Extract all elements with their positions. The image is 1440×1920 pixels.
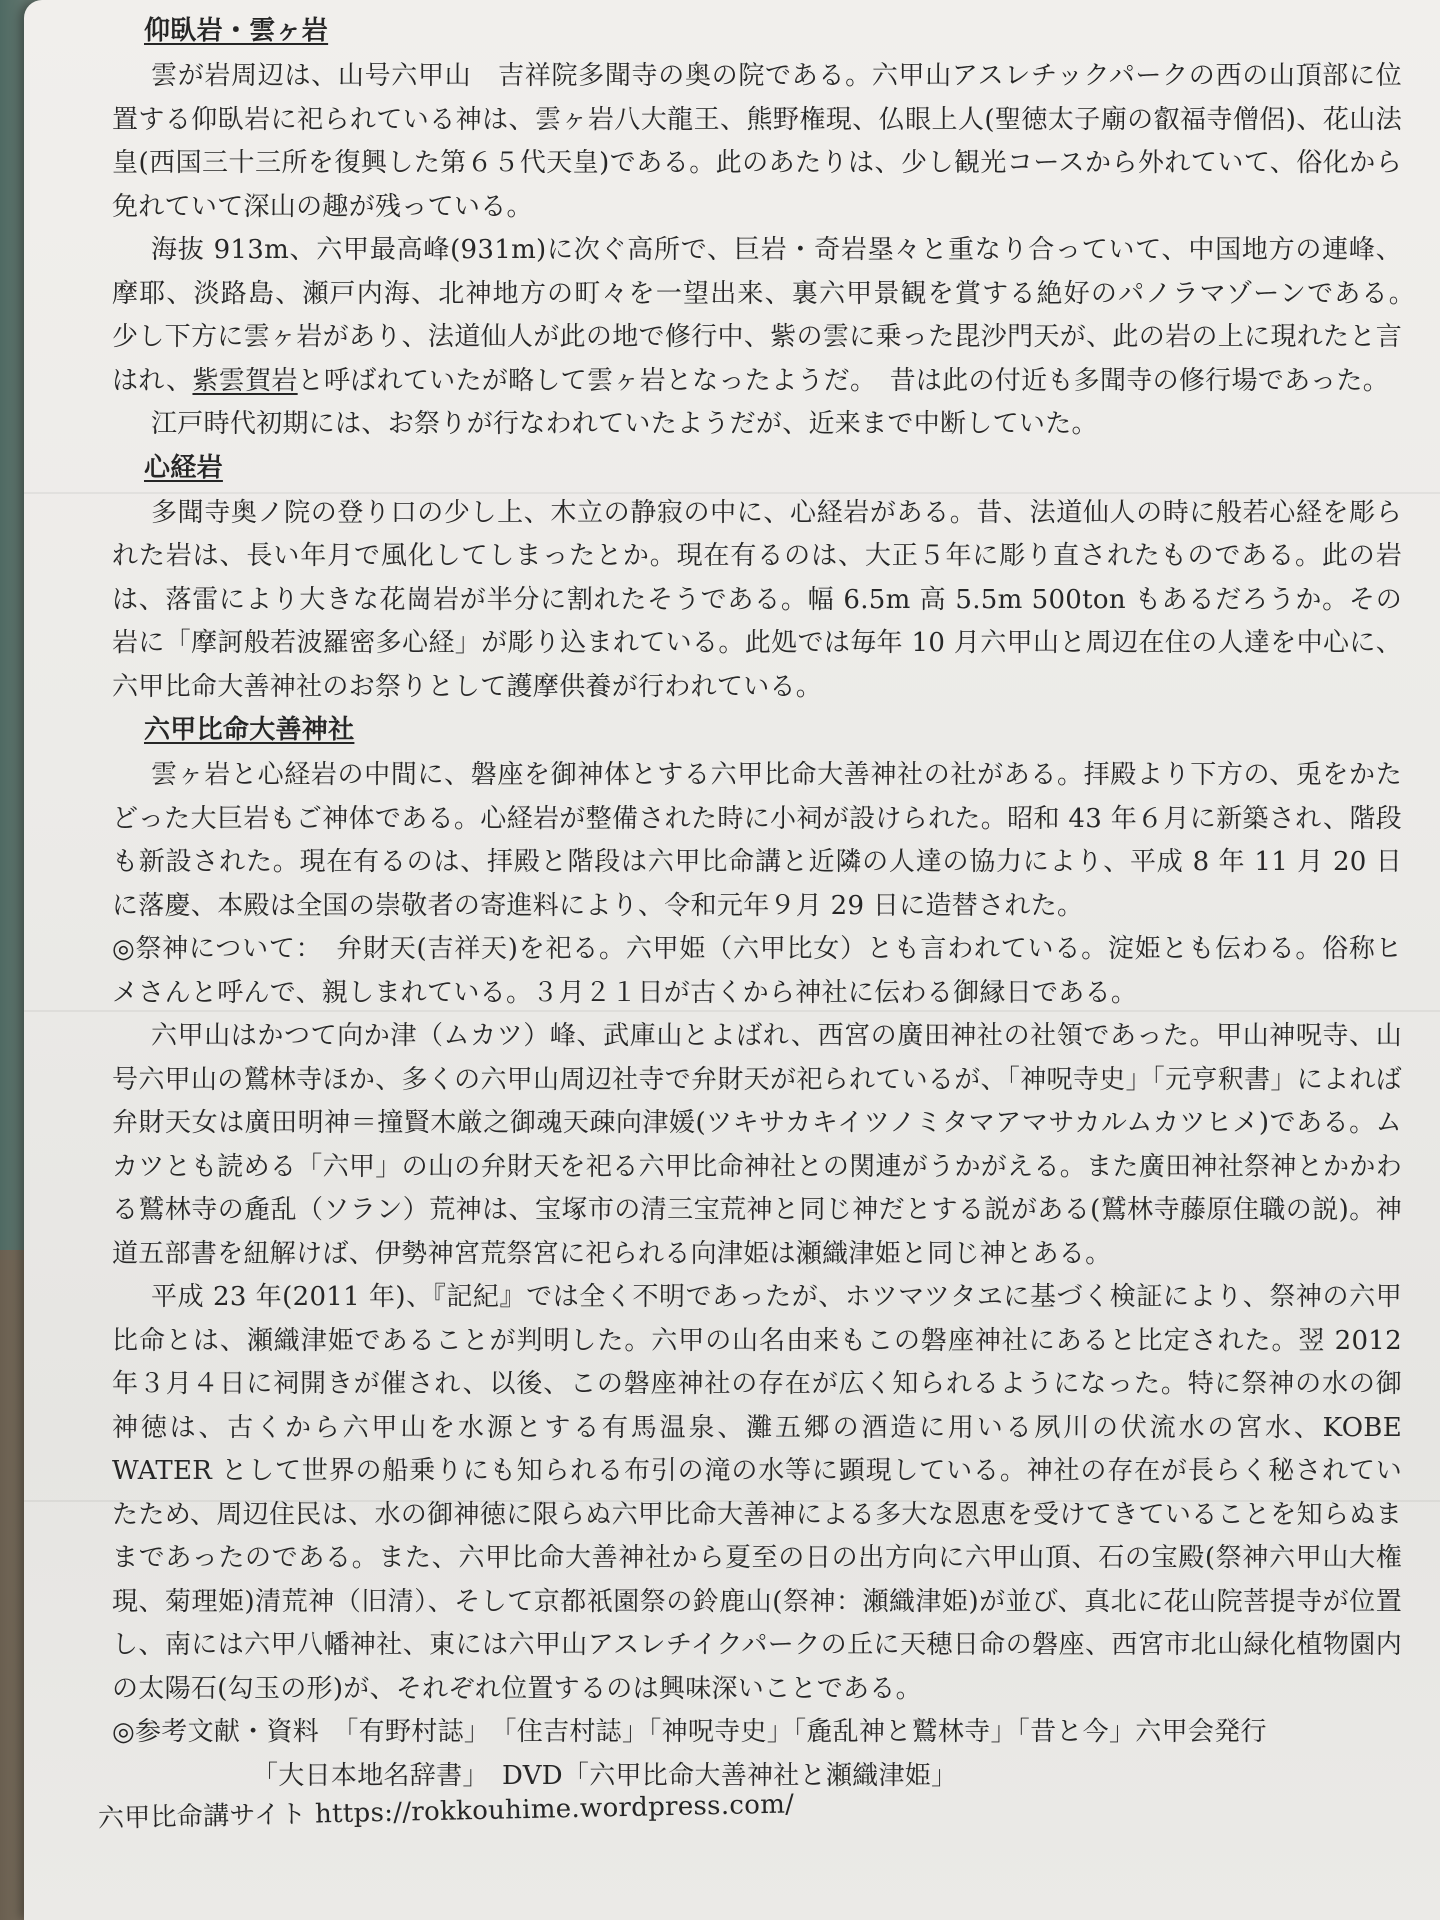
paragraph: 江戸時代初期には、お祭りが行なわれていたようだが、近来まで中断していた。 bbox=[151, 409, 1098, 439]
paragraph: 平成 23 年(2011 年)、『記紀』では全く不明であったが、ホツマツタヱに基づく検証により、祭神の六甲比命とは、瀬織津姫であることが判明した。六甲の山名由来もこの磐座神社にあると比定された。翌 2012 年３月４日に祠開きが催され、以後、この磐座神社の存在が広く知られるようになった。特に祭神の水の御神徳は、古くから六甲山を水源とする有馬温泉、灘五郷の酒造に用いる夙川の伏流水の宮水、KOBE WATER として世界の船乗りにも知られる布引の滝の水等に顕現している。神社の存在が長らく秘されていたため、周辺住民は、水の御神徳に限らぬ六甲比命大善神による多大な恩恵を受けてきていることを知らぬままであったのである。また、六甲比命大善神社から夏至の日の出方向に六甲山頂、石の宝殿(祭神六甲山大権現、菊理姫)清荒神（旧清）、そして京都祇園祭の鈴鹿山(祭神：瀬織津姫)が並び、真北に花山院菩提寺が位置し、南には六甲八幡神社、東には六甲山アスレチイクパークの丘に天穂日命の磐座、西宮市北山緑化植物園内の太陽石(勾玉の形)が、それぞれ位置するのは興味深いことである。 bbox=[112, 1282, 1402, 1704]
site-line bbox=[97, 1789, 1402, 1842]
section-heading-gyogaiwa: 仰臥岩・雲ヶ岩 bbox=[144, 16, 329, 46]
paragraph bbox=[112, 229, 1429, 403]
references-line: ◎参考文献・資料 「有野村誌」 「住吉村誌」「神呪寺史」「麁乱神と鷲林寺」「昔と今」六甲会発行 bbox=[112, 1717, 1267, 1747]
section-heading-block bbox=[112, 709, 1402, 754]
underlined-term: 紫雲賀岩 bbox=[192, 365, 298, 396]
paragraph: 雲ヶ岩と心経岩の中間に、磐座を御神体とする六甲比命大善神社の社がある。拝殿より下方の、兎をかたどった大巨岩もご神体である。心経岩が整備された時に小祠が設けられた。昭和 43 年６月に新築され、階段も新設された。現在有るのは、拝殿と階段は六甲比命講と近隣の人達の協力により、平成 8 年 11 月 20 日に落慶、本殿は全国の崇敬者の寄進料により、令和元年９月 29 日に造替された。 bbox=[112, 760, 1402, 921]
section-heading-block bbox=[112, 10, 1402, 55]
section-heading-shingyoiwa: 心経岩 bbox=[144, 452, 223, 483]
paragraph: 六甲山はかつて向か津（ムカツ）峰、武庫山とよばれ、西宮の廣田神社の社領であった。甲山神呪寺、山号六甲山の鷲林寺ほか、多くの六甲山周辺社寺で弁財天が祀られているが、「神呪寺史」「元亨釈書」によれば弁財天女は廣田明神＝撞賢木厳之御魂天疎向津媛(ツキサカキイツノミタマアマサカルムカツヒメ)である。ムカツとも読める「六甲」の山の弁財天を祀る六甲比命神社との関連がうかがえる。また廣田神社祭神とかかわる鷲林寺の麁乱（ソラン）荒神は、宝塚市の清三宝荒神と同じ神だとする説がある(鷲林寺藤原住職の説)。神道五部書を紐解けば、伊勢神宮荒祭宮に祀られる向津姫は瀬織津姫と同じ神とある。 bbox=[112, 1021, 1402, 1269]
section-heading-shrine: 六甲比命大善神社 bbox=[144, 715, 355, 745]
section-heading-block bbox=[112, 447, 1402, 492]
paragraph-deity: ◎祭神について： 弁財天(吉祥天)を祀る。六甲姫（六甲比女）とも言われている。淀姫とも伝わる。俗称ヒメさんと呼んで、親しまれている。３月２１日が古くから神社に伝わる御縁日である。 bbox=[112, 934, 1402, 1008]
paragraph-text: と呼ばれていたが略して雲ヶ岩となったようだ。 昔は此の付近も多聞寺の修行場であった。 bbox=[297, 365, 1390, 396]
site-url-text: 六甲比命講サイト https://rokkouhime.wordpress.com/ bbox=[97, 1789, 795, 1834]
paragraph: 雲が岩周辺は、山号六甲山 吉祥院多聞寺の奥の院である。六甲山アスレチックパークの西の山頂部に位置する仰臥岩に祀られている神は、雲ヶ岩八大龍王、熊野権現、仏眼上人(聖徳太子廟の叡福寺僧侶)、花山法皇(西国三十三所を復興した第６５代天皇)である。此のあたりは、少し観光コースから外れていて、俗化から免れていて深山の趣が残っている。 bbox=[112, 61, 1402, 222]
paragraph-text: 海抜 913m、六甲最高峰(931m)に次ぐ高所で、巨岩・奇岩塁々と重なり合っていて、中国地方の連峰、摩耶、淡路島、瀬戸内海、北神地方の町々を一望出来、裏六甲景観を賞する絶好のパノラマゾーンである。 少し下方に雲ヶ岩があり、法道仙人が此の地で修行中、紫の雲に乗った毘沙門天が、此の岩の上に現れたと言はれ、 bbox=[112, 235, 1429, 396]
paragraph: 多聞寺奥ノ院の登り口の少し上、木立の静寂の中に、心経岩がある。昔、法道仙人の時に般若心経を彫られた岩は、長い年月で風化してしまったとか。現在有るのは、大正５年に彫り直されたものである。此の岩は、落雷により大きな花崗岩が半分に割れたそうである。幅 6.5m 高 5.5m 500ton もあるだろうか。その岩に「摩訶般若波羅密多心経」が彫り込まれている。此処では毎年 10 月六甲山と周辺在住の人達を中心に、六甲比命大善神社のお祭りとして護摩供養が行われている。 bbox=[112, 497, 1402, 702]
document-body bbox=[97, 10, 1429, 1842]
references-line: 「大日本地名辞書」 DVD「六甲比命大善神社と瀬織津姫」 bbox=[252, 1760, 958, 1791]
